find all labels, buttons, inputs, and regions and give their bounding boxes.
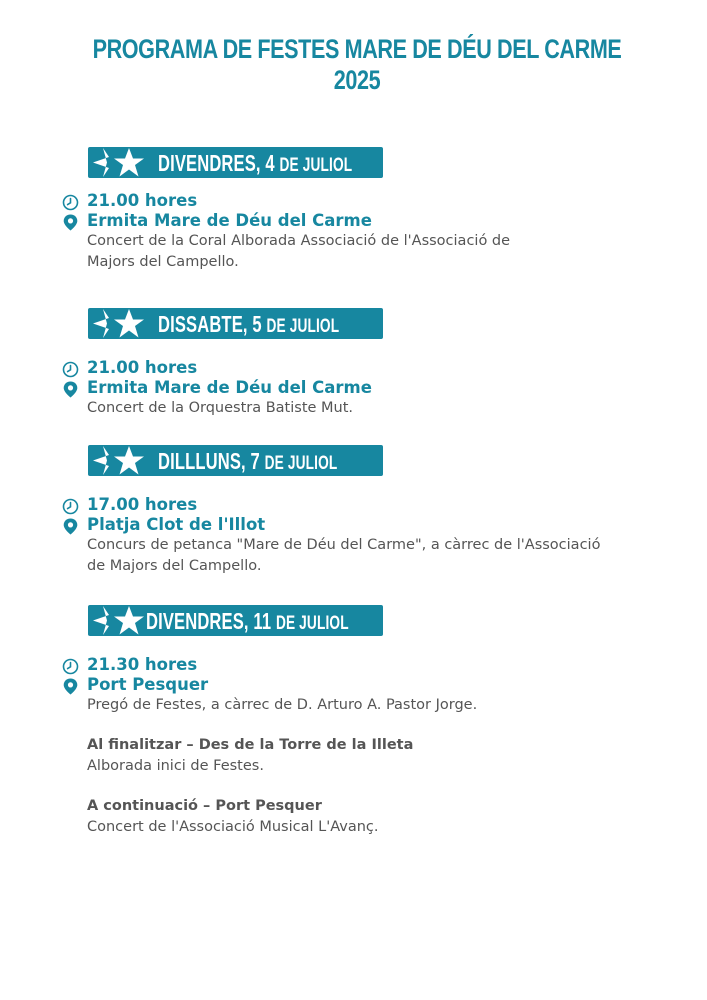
location-pin-icon	[62, 381, 79, 398]
event-block	[62, 191, 682, 273]
clock-icon	[62, 361, 79, 378]
event-location: Port Pesquer	[87, 675, 209, 694]
day-date: DISSABTE, 5	[158, 311, 267, 337]
day-date: DILLLUNS, 7	[158, 448, 265, 474]
location-pin-icon	[62, 518, 79, 535]
day-month: DE JULIOL	[264, 453, 338, 474]
day-month: DE JULIOL	[279, 155, 353, 176]
day-month: DE JULIOL	[266, 316, 340, 337]
clock-icon	[62, 194, 79, 211]
day-banner	[88, 147, 383, 178]
star-icon	[93, 605, 149, 636]
event-time: 21.00 hores	[87, 191, 198, 210]
day-date: DIVENDRES, 11	[146, 608, 276, 634]
event-description: Concert de l'Associació Musical L'Avanç.	[87, 819, 379, 835]
event-block	[62, 358, 682, 419]
day-banner	[88, 308, 383, 339]
day-banner	[88, 445, 383, 476]
event-location: Ermita Mare de Déu del Carme	[87, 378, 372, 397]
day-banner-label	[146, 608, 349, 635]
event-location: Ermita Mare de Déu del Carme	[87, 211, 372, 230]
event-description: de Majors del Campello.	[87, 558, 262, 574]
event-block	[62, 495, 682, 577]
day-banner	[88, 605, 383, 636]
location-pin-icon	[62, 678, 79, 695]
event-subheading: A continuació – Port Pesquer	[87, 798, 322, 814]
event-description: Concurs de petanca "Mare de Déu del Carme", a càrrec de l'Associació	[87, 537, 601, 553]
event-block	[62, 655, 682, 838]
event-time: 17.00 hores	[87, 495, 198, 514]
event-location: Platja Clot de l'Illot	[87, 515, 266, 534]
day-date: DIVENDRES, 4	[158, 150, 280, 176]
clock-icon	[62, 498, 79, 515]
event-subheading: Al finalitzar – Des de la Torre de la Illeta	[87, 737, 414, 753]
clock-icon	[62, 658, 79, 675]
location-pin-icon	[62, 214, 79, 231]
event-time: 21.30 hores	[87, 655, 198, 674]
day-banner-label	[158, 448, 337, 475]
star-icon	[93, 308, 149, 339]
star-icon	[93, 445, 149, 476]
event-description: Concert de la Coral Alborada Associació de l'Associació de	[87, 233, 511, 249]
day-month: DE JULIOL	[275, 613, 349, 634]
event-description: Concert de la Orquestra Batiste Mut.	[87, 400, 354, 416]
event-description: Pregó de Festes, a càrrec de D. Arturo A. Pastor Jorge.	[87, 697, 478, 713]
event-time: 21.00 hores	[87, 358, 198, 377]
day-banner-label	[158, 311, 339, 338]
page-title: PROGRAMA DE FESTES MARE DE DÉU DEL CARME 2025	[92, 34, 622, 95]
event-description: Majors del Campello.	[87, 254, 239, 270]
day-banner-label	[158, 150, 352, 177]
event-description: Alborada inici de Festes.	[87, 758, 264, 774]
star-icon	[93, 147, 149, 178]
